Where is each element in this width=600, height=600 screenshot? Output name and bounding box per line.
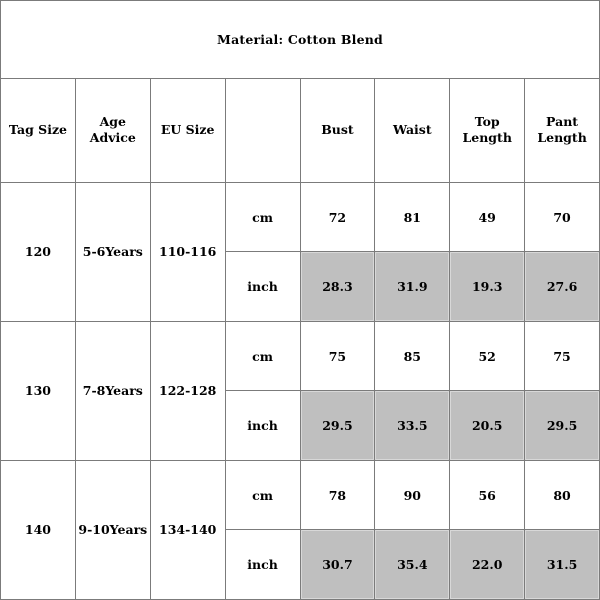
cell-top-length-cm: 56 [450, 460, 525, 530]
cell-unit-inch: inch [225, 252, 300, 322]
cell-waist-inch-value: 35.4 [375, 530, 449, 599]
cell-bust-inch-value: 30.7 [301, 530, 375, 599]
cell-top-length-inch-value: 22.0 [450, 530, 524, 599]
table-row [1, 321, 600, 391]
cell-unit-cm: cm [225, 321, 300, 391]
cell-top-length-inch-value: 20.5 [450, 391, 524, 460]
cell-tag-size: 130 [1, 321, 76, 460]
cell-eu-size: 134-140 [150, 460, 225, 599]
cell-waist-inch-value: 31.9 [375, 252, 449, 321]
column-header-top-length [450, 79, 525, 183]
cell-pant-length-inch-value: 31.5 [525, 530, 599, 599]
cell-waist-inch [375, 252, 450, 322]
cell-top-length-inch [450, 391, 525, 461]
cell-top-length-inch [450, 530, 525, 600]
cell-age-advice: 7-8Years [75, 321, 150, 460]
cell-unit-cm: cm [225, 460, 300, 530]
cell-unit-inch: inch [225, 530, 300, 600]
column-header-unit [225, 79, 300, 183]
column-header-tag-size: Tag Size [1, 79, 76, 183]
top-length-line-1: Top [474, 113, 500, 129]
material-title: Material: Cotton Blend [1, 1, 600, 79]
cell-bust-inch [300, 391, 375, 461]
cell-bust-cm: 78 [300, 460, 375, 530]
cell-bust-inch [300, 530, 375, 600]
cell-waist-inch-value: 33.5 [375, 391, 449, 460]
cell-waist-inch [375, 530, 450, 600]
cell-eu-size: 110-116 [150, 182, 225, 321]
header-row [1, 79, 600, 183]
cell-unit-cm: cm [225, 182, 300, 252]
top-length-line-2: Length [462, 130, 512, 146]
column-header-age-advice: Age Advice [75, 79, 150, 183]
cell-pant-length-inch [525, 252, 600, 322]
cell-pant-length-inch-value: 29.5 [525, 391, 599, 460]
cell-top-length-inch-value: 19.3 [450, 252, 524, 321]
cell-bust-inch-value: 28.3 [301, 252, 375, 321]
cell-bust-cm: 72 [300, 182, 375, 252]
cell-top-length-inch [450, 252, 525, 322]
title-row [1, 1, 600, 79]
cell-top-length-cm: 52 [450, 321, 525, 391]
cell-pant-length-inch [525, 391, 600, 461]
cell-tag-size: 140 [1, 460, 76, 599]
cell-unit-inch: inch [225, 391, 300, 461]
pant-length-line-2: Length [537, 130, 587, 146]
column-header-waist: Waist [375, 79, 450, 183]
column-header-bust: Bust [300, 79, 375, 183]
cell-waist-cm: 85 [375, 321, 450, 391]
cell-pant-length-cm: 75 [525, 321, 600, 391]
cell-bust-inch [300, 252, 375, 322]
pant-length-line-1: Pant [546, 113, 579, 129]
column-header-pant-length [525, 79, 600, 183]
cell-pant-length-inch [525, 530, 600, 600]
cell-pant-length-inch-value: 27.6 [525, 252, 599, 321]
column-header-eu-size: EU Size [150, 79, 225, 183]
cell-pant-length-cm: 80 [525, 460, 600, 530]
cell-waist-cm: 90 [375, 460, 450, 530]
cell-age-advice: 9-10Years [75, 460, 150, 599]
cell-eu-size: 122-128 [150, 321, 225, 460]
cell-tag-size: 120 [1, 182, 76, 321]
cell-age-advice: 5-6Years [75, 182, 150, 321]
table-row [1, 460, 600, 530]
cell-bust-inch-value: 29.5 [301, 391, 375, 460]
table-row [1, 182, 600, 252]
cell-waist-cm: 81 [375, 182, 450, 252]
cell-top-length-cm: 49 [450, 182, 525, 252]
cell-waist-inch [375, 391, 450, 461]
cell-pant-length-cm: 70 [525, 182, 600, 252]
cell-bust-cm: 75 [300, 321, 375, 391]
